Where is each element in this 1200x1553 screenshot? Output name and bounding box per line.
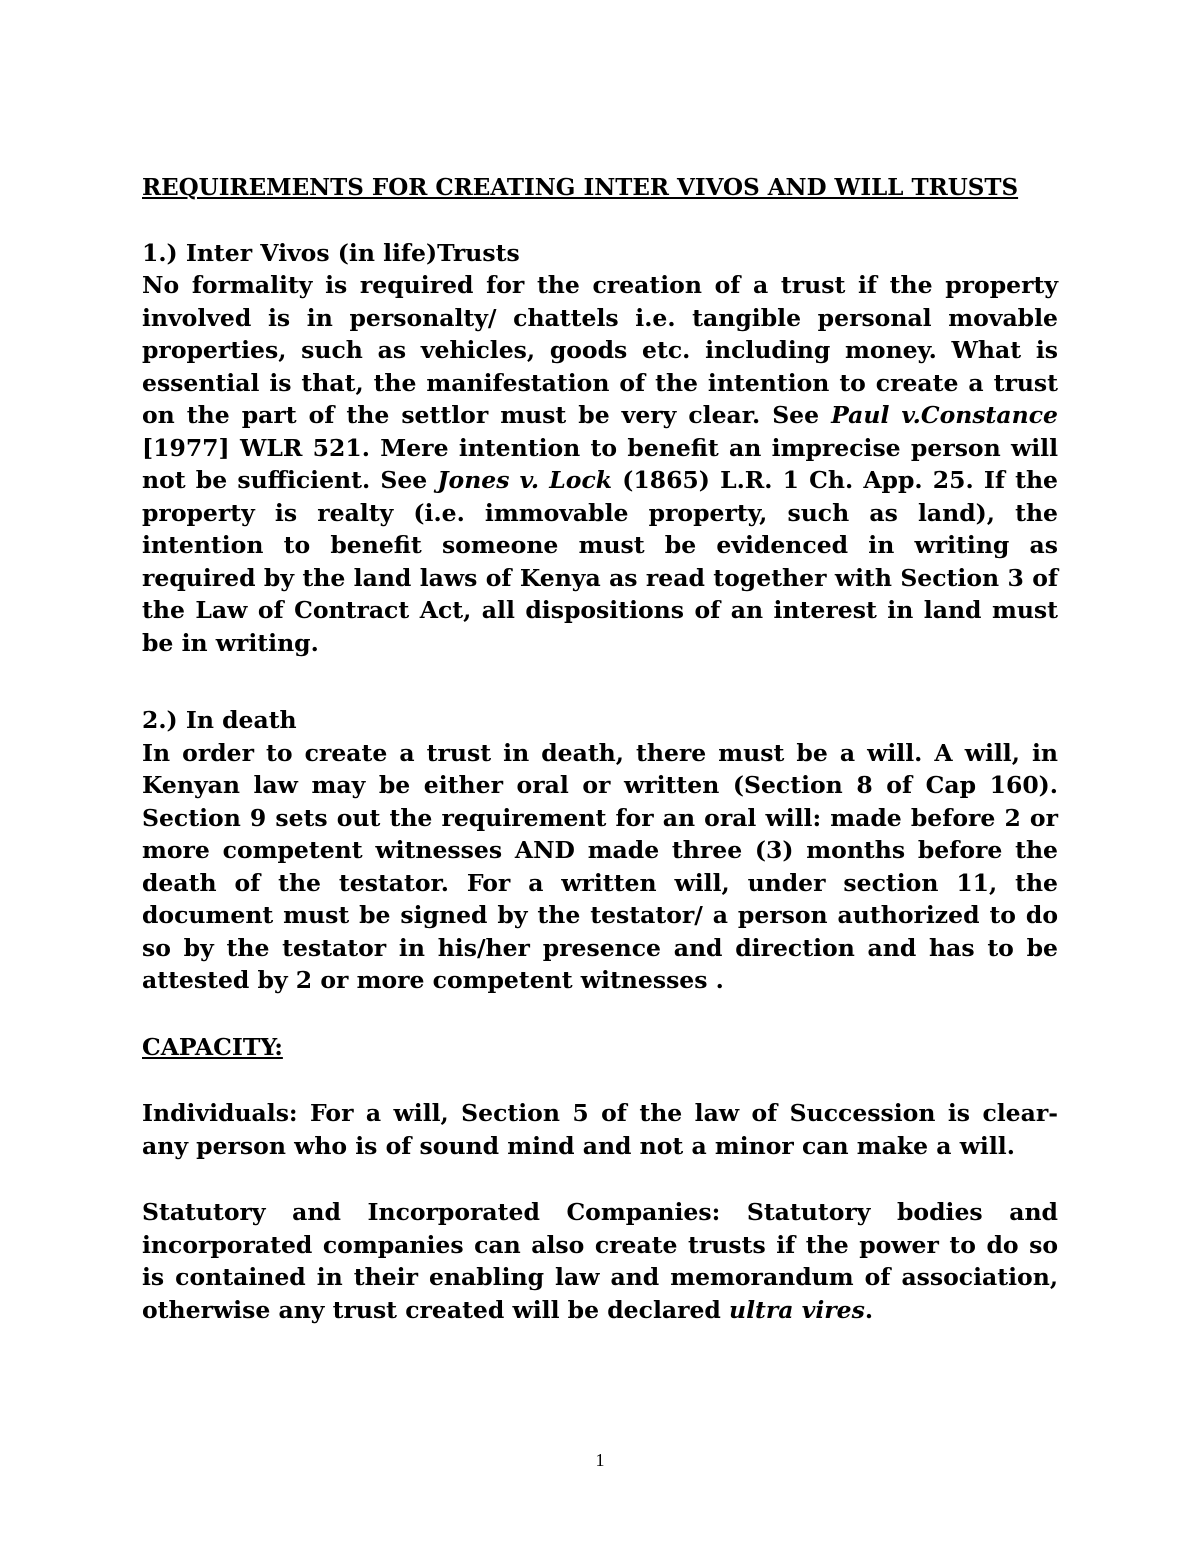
spacer [142, 1162, 1058, 1196]
section-body-inter-vivos [142, 269, 1058, 659]
term-ultra-vires: ultra vires [729, 1295, 865, 1324]
document-title: REQUIREMENTS FOR CREATING INTER VIVOS AND WILL TRUSTS [142, 174, 1019, 201]
spacer [142, 1063, 1058, 1097]
spacer [142, 659, 1058, 704]
capacity-individuals-paragraph: Individuals: For a will, Section 5 of the law of Succession is clear- any person who is of sound mind and not a minor can make a will. [142, 1099, 1058, 1160]
case-citation-paul-v-constance: Paul v.Constance [831, 401, 1058, 429]
section-heading-in-death: 2.) In death [142, 706, 297, 734]
capacity-heading: CAPACITY: [142, 1032, 283, 1061]
body-text: No formality is required for the creation of a trust if the property involved is in personalty/ chattels i.e. tangible personal movable properties, such as vehicles, goods etc. including money. What is essential is that, the manifestation of the intention to create a trust on the part of the settlor must be very clear. See [142, 271, 1058, 429]
capacity-companies-paragraph [142, 1196, 1058, 1326]
body-text: Statutory and Incorporated Companies: Statutory bodies and incorporated companies can also create trusts if the power to do so is contained in their enabling law and memorandum of association, otherwise any trust created will be declared [142, 1198, 1058, 1324]
body-text: . [864, 1295, 874, 1324]
section-heading-inter-vivos: 1.) Inter Vivos (in life)Trusts [142, 238, 520, 267]
body-text: (1865) L.R. 1 Ch. App. 25. If the property is realty (i.e. immovable property, such as land), the intention to benefit someone must be evidenced in writing as required by the land laws of Kenya as read together with Section 3 of the Law of Contract Act, all dispositions of an interest in land must be in writing. [142, 466, 1058, 657]
spacer [142, 997, 1058, 1031]
body-text: [1977] WLR 521. Mere intention to benefit an imprecise person will not be sufficient. See [142, 433, 1058, 494]
case-citation-jones-v-lock: Jones v. Lock [437, 466, 613, 494]
section-body-in-death: In order to create a trust in death, there must be a will. A will, in Kenyan law may be either oral or written (Section 8 of Cap 160). Section 9 sets out the requirement for an oral will: made before 2 or more competent witnesses AND made three (3) months before the death of the testator. For a written will, under section 11, the document must be signed by the testator/ a person authorized to do so by the testator in his/her presence and direction and has to be attested by 2 or more competent witnesses . [142, 738, 1058, 994]
page-number: 1 [595, 1450, 605, 1470]
document-body [142, 172, 1058, 1326]
